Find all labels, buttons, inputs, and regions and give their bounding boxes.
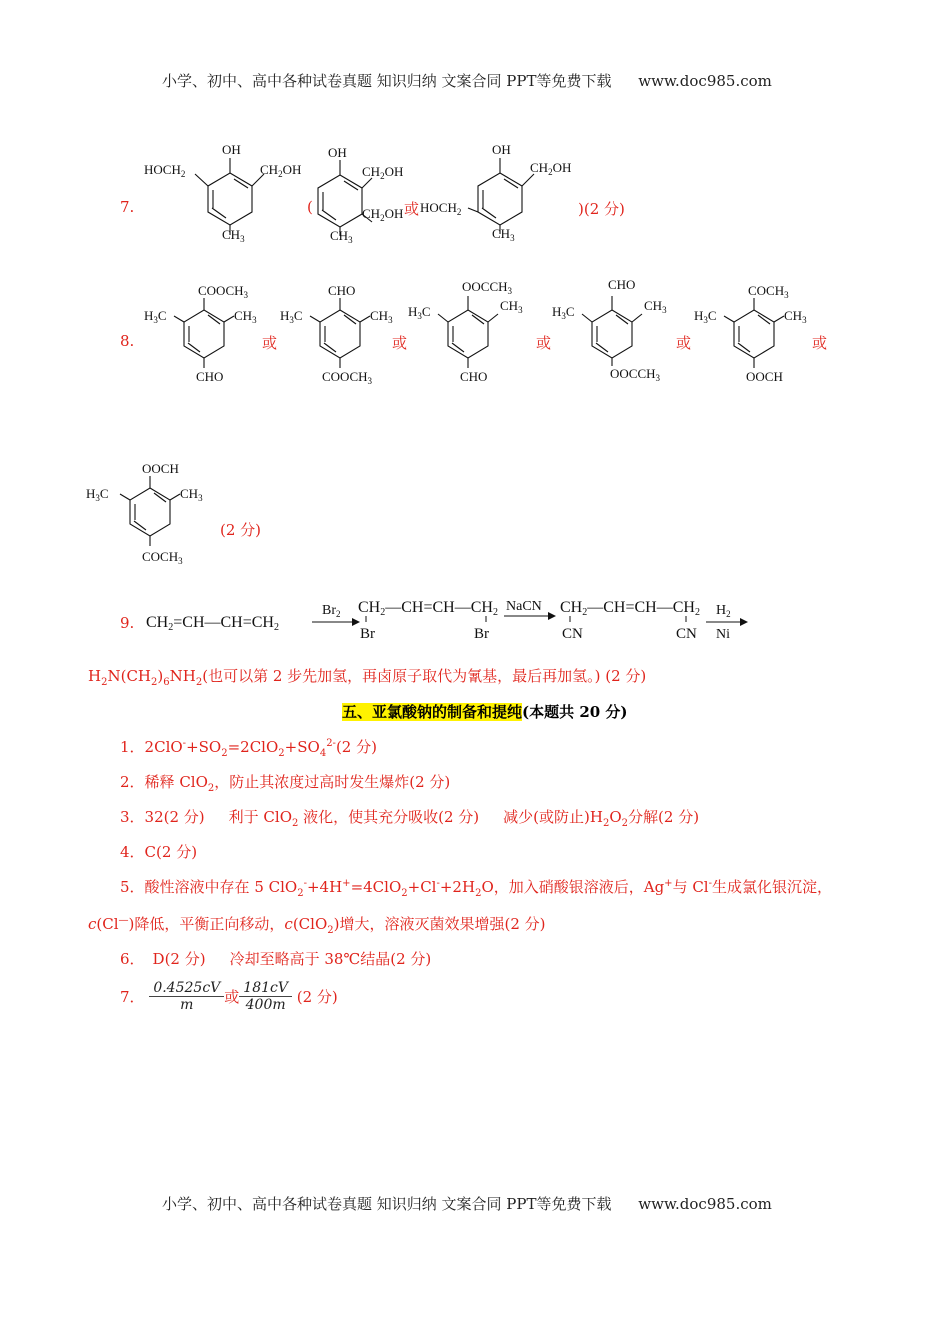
section-title: 五、亚氯酸钠的制备和提纯(本题共 20 分)	[342, 703, 628, 721]
ch2oh-label: $CH_2OH$	[260, 162, 302, 179]
svg-text:CH3: $CH_3$	[330, 228, 353, 245]
svg-text:H3C: $H_3C$	[144, 308, 167, 325]
svg-text:CHO: CHO	[460, 369, 488, 384]
svg-text:CH2=CH—CH=CH2: CH2=CH—CH=CH2	[146, 614, 279, 633]
svg-text:Br: Br	[360, 626, 375, 642]
svg-text:OOCCH3: $OOCCH_3$	[610, 366, 661, 383]
svg-text:H3C: $H_3C$	[552, 304, 575, 321]
ch3-label: $CH_3$	[222, 227, 245, 243]
svg-text:Ni: Ni	[716, 627, 730, 642]
svg-text:CH2OH: $CH_2OH$	[362, 164, 404, 181]
q9-answer: $H_2N(CH_2)_6NH_2$(也可以第 2 步先加氢，再卤原子取代为氰基，最后再加氢。) (2 分)	[88, 667, 647, 688]
header-url: www.doc985.com	[638, 72, 772, 90]
q9-reaction-scheme	[140, 592, 760, 646]
q7-number: 7.	[120, 198, 135, 216]
answer-3: 3．32(2 分) 利于 ClO$_2$ 液化，使其充分吸收(2 分) 减少(或防止)$H_2O_2$分解(2 分)	[120, 808, 700, 829]
svg-text:CHO: CHO	[608, 277, 636, 292]
q8-structure-2	[278, 282, 403, 390]
svg-text:OOCCH3: $OOCCH_3$	[462, 279, 513, 296]
q8-or-5: 或	[812, 334, 828, 352]
svg-text:CHO: CHO	[328, 283, 356, 298]
benzene-ring	[208, 173, 252, 225]
footer-url: www.doc985.com	[638, 1195, 772, 1213]
svg-text:OOCH: OOCH	[142, 461, 179, 476]
svg-text:COOCH3: $COOCH_3$	[322, 369, 373, 386]
svg-text:CH3: $CH_3$	[500, 298, 523, 315]
svg-text:OH: OH	[492, 142, 511, 157]
fraction-1: $\frac{0.4525cV}{m}$	[149, 980, 224, 1013]
svg-text:H3C: $H_3C$	[86, 486, 109, 503]
svg-text:CH2OH: $CH_2OH$	[530, 160, 572, 177]
answer-2: 2．稀释 ClO$_2$，防止其浓度过高时发生爆炸(2 分)	[120, 773, 451, 794]
q8-or-3: 或	[536, 334, 552, 352]
svg-text:H3C: $H_3C$	[408, 304, 431, 321]
svg-text:H3C: $H_3C$	[280, 308, 303, 325]
q8-or-2: 或	[392, 334, 408, 352]
q7-structure-1	[140, 138, 310, 243]
svg-text:OH: OH	[328, 145, 347, 160]
answer-7: 7． $\frac{0.4525cV}{m}$ 或 $\frac{181cV}{400m}$ (2 分)	[120, 980, 338, 1013]
answer-1: 1．$2ClO^-+SO_2=2ClO_2+SO_4^{2-}(2$ 分)	[120, 738, 377, 759]
hoch2-label: $HOCH_2$	[144, 162, 186, 179]
q8-score: (2 分)	[220, 521, 262, 539]
svg-text:H3C: $H_3C$	[694, 308, 717, 325]
svg-text:CH3: $CH_3$	[492, 226, 515, 243]
answer-5-line-2: c(Cl—)降低，平衡正向移动，c(ClO$_2$)增大，溶液灭菌效果增强(2 分)	[88, 915, 546, 936]
q8-or-1: 或	[262, 334, 278, 352]
q7-structure-3	[420, 138, 580, 243]
footer-text: 小学、初中、高中各种试卷真题 知识归纳 文案合同 PPT等免费下载	[162, 1195, 612, 1213]
q8-number: 8.	[120, 332, 135, 350]
svg-text:H2: $H_2$	[716, 603, 731, 619]
q9-number: 9.	[120, 614, 135, 632]
svg-text:CH3: $CH_3$	[180, 486, 203, 503]
q7-score: )(2 分)	[578, 200, 625, 218]
svg-text:COCH3: $COCH_3$	[748, 283, 789, 300]
svg-text:NaCN: NaCN	[506, 599, 542, 614]
q8-structure-5	[692, 282, 822, 390]
q8-or-4: 或	[676, 334, 692, 352]
svg-text:COOCH3: $COOCH_3$	[198, 283, 249, 300]
svg-text:CHO: CHO	[196, 369, 224, 384]
page-footer	[162, 1193, 772, 1214]
svg-text:CN: CN	[676, 626, 697, 642]
svg-text:CN: CN	[562, 626, 583, 642]
svg-text:CH3: $CH_3$	[234, 308, 257, 325]
svg-text:CH3: $CH_3$	[784, 308, 807, 325]
answer-6: 6． D(2 分) 冷却至略高于 38℃结晶(2 分)	[120, 950, 432, 968]
q7-structure-2	[300, 140, 412, 245]
page-header	[162, 70, 772, 91]
q7-or: 或	[404, 200, 420, 218]
q8-structure-6	[84, 458, 219, 570]
q8-structure-1	[142, 282, 267, 390]
q8-structure-3	[406, 274, 538, 390]
svg-text:COCH3: $COCH_3$	[142, 549, 183, 566]
fraction-2: $\frac{181cV}{400m}$	[239, 980, 292, 1013]
oh-label: OH	[222, 142, 241, 157]
svg-text:Br2: $Br_2$	[322, 603, 341, 619]
header-text: 小学、初中、高中各种试卷真题 知识归纳 文案合同 PPT等免费下载	[162, 72, 612, 90]
svg-text:CH2OH: $CH_2OH$	[362, 206, 404, 223]
svg-text:HOCH2: $HOCH_2$	[420, 200, 462, 217]
answer-5-line-1: 5．酸性溶液中存在 5 $ClO_2^-+4H^+=4ClO_2+Cl^-+2H_2O$，加入硝酸银溶液后，Ag+与 Cl-生成氯化银沉淀，	[120, 878, 833, 899]
svg-text:CH2—CH=CH—CH2: CH2—CH=CH—CH2	[358, 599, 498, 618]
svg-text:Br: Br	[474, 626, 489, 642]
svg-text:CH3: $CH_3$	[644, 298, 667, 315]
q7-open-paren: (	[307, 198, 313, 216]
svg-text:OOCH: OOCH	[746, 369, 783, 384]
svg-text:CH3: $CH_3$	[370, 308, 393, 325]
svg-text:CH2—CH=CH—CH2: CH2—CH=CH—CH2	[560, 599, 700, 618]
q8-structure-4	[550, 274, 682, 390]
answer-4: 4．C(2 分)	[120, 843, 198, 861]
